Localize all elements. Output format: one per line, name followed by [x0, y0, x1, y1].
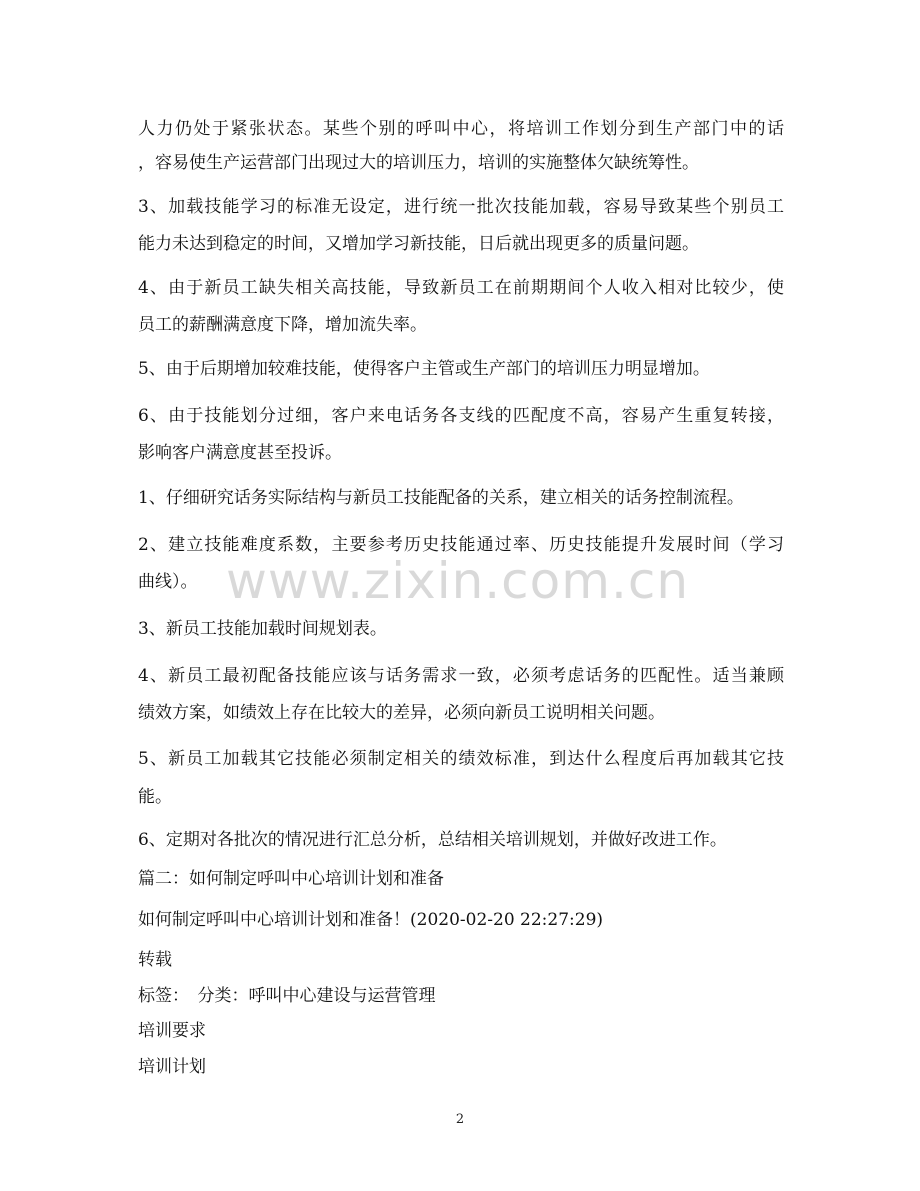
text-line: 6、由于技能划分过细，客户来电话务各支线的匹配度不高，容易产生重复转接， — [138, 406, 784, 426]
text-line: 员工的薪酬满意度下降，增加流失率。 — [138, 315, 427, 335]
repost-label: 转载 — [138, 950, 172, 970]
text-line: 5、新员工加载其它技能必须制定相关的绩效标准，到达什么程度后再加载其它技 — [138, 749, 784, 769]
text-line: 5、由于后期增加较难技能，使得客户主管或生产部门的培训压力明显增加。 — [138, 359, 710, 379]
subheading-requirements: 培训要求 — [138, 1021, 206, 1041]
watermark: www.zixin.com.cn — [226, 552, 690, 610]
text-line: 曲线）。 — [138, 572, 198, 592]
text-line: 6、定期对各批次的情况进行汇总分析，总结相关培训规划，并做好改进工作。 — [138, 830, 727, 850]
text-line: 2、建立技能难度系数，主要参考历史技能通过率、历史技能提升发展时间（学习 — [138, 535, 784, 555]
text-line: 3、新员工技能加载时间规划表。 — [138, 619, 387, 639]
text-line: 3、加载技能学习的标准无设定，进行统一批次技能加载，容易导致某些个别员工 — [138, 197, 784, 217]
article-title: 如何制定呼叫中心培训计划和准备！(2020-02-20 22:27:29) — [138, 910, 604, 930]
text-line: 4、新员工最初配备技能应该与话务需求一致，必须考虑话务的匹配性。适当兼顾 — [138, 666, 784, 686]
text-line: 4、由于新员工缺失相关高技能，导致新员工在前期期间个人收入相对比较少，使 — [138, 278, 784, 298]
text-line: 能。 — [138, 787, 172, 807]
text-line: 人力仍处于紧张状态。某些个别的呼叫中心，将培训工作划分到生产部门中的话 — [138, 119, 784, 139]
page-number: 2 — [455, 1112, 465, 1127]
text-line: 影响客户满意度甚至投诉。 — [138, 443, 342, 463]
text-line: 绩效方案，如绩效上存在比较大的差异，必须向新员工说明相关问题。 — [138, 703, 665, 723]
text-line: ，容易使生产运营部门出现过大的培训压力，培训的实施整体欠缺统筹性。 — [138, 153, 699, 173]
text-line: 1、仔细研究话务实际结构与新员工技能配备的关系，建立相关的话务控制流程。 — [138, 488, 744, 508]
section-heading: 篇二：如何制定呼叫中心培训计划和准备 — [138, 869, 444, 889]
text-line: 能力未达到稳定的时间，又增加学习新技能，日后就出现更多的质量问题。 — [138, 234, 699, 254]
tags-category: 标签： 分类：呼叫中心建设与运营管理 — [138, 986, 436, 1006]
subheading-plan: 培训计划 — [138, 1057, 206, 1077]
